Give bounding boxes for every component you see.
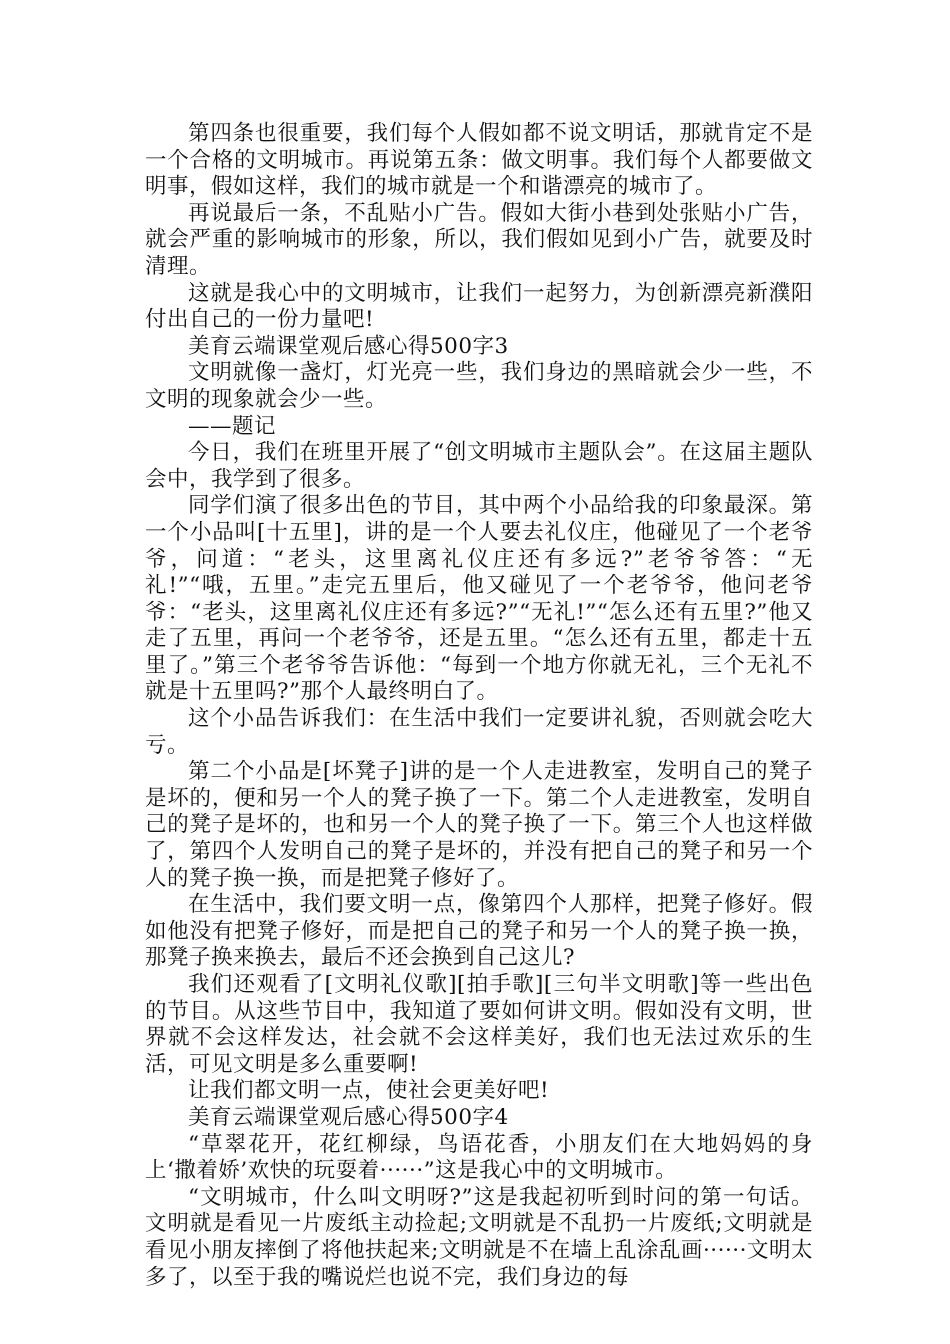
- paragraph-9: 在生活中，我们要文明一点，像第四个人那样，把凳子修好。假如他没有把凳子修好，而是把自己的凳子和另一个人的凳子换一换，那凳子换来换去，最后不还会换到自己这儿?: [145, 892, 813, 971]
- section-heading-4: 美育云端课堂观后感心得500字4: [188, 1104, 509, 1130]
- paragraph-10: 我们还观看了[文明礼仪歌][拍手歌][三句半文明歌]等一些出色的节目。从这些节目中，我知道了要如何讲文明。假如没有文明，世界就不会这样发达，社会就不会这样美好，我们也无法过欢乐的生活，可见文明是多么重要啊!: [145, 972, 813, 1077]
- paragraph-11: 让我们都文明一点，使社会更美好吧!: [188, 1078, 550, 1104]
- paragraph-7: 这个小品告诉我们：在生活中我们一定要讲礼貌，否则就会吃大亏。: [145, 706, 813, 758]
- paragraph-1: 第四条也很重要，我们每个人假如都不说文明话，那就肯定不是一个合格的文明城市。再说第五条：做文明事。我们每个人都要做文明事，假如这样，我们的城市就是一个和谐漂亮的城市了。: [145, 121, 813, 200]
- paragraph-5: 今日，我们在班里开展了“创文明城市主题队会”。在这届主题队会中，我学到了很多。: [145, 440, 813, 492]
- paragraph-4: 文明就像一盏灯，灯光亮一些，我们身边的黑暗就会少一些，不文明的现象就会少一些。: [145, 360, 813, 412]
- document-body: [145, 121, 813, 1291]
- paragraph-12: “草翠花开，花红柳绿，鸟语花香，小朋友们在大地妈妈的身上‘撒着娇’欢快的玩耍着······”这是我心中的文明城市。: [145, 1131, 813, 1184]
- paragraph-2: 再说最后一条，不乱贴小广告。假如大街小巷到处张贴小广告，就会严重的影响城市的形象，所以，我们假如见到小广告，就要及时清理。: [145, 200, 813, 279]
- paragraph-6: 同学们演了很多出色的节目，其中两个小品给我的印象最深。第一个小品叫[十五里]，讲的是一个人要去礼仪庄，他碰见了一个老爷爷，问道：“老头，这里离礼仪庄还有多远?”老爷爷答：“无礼!”“哦，五里。”走完五里后，他又碰见了一个老爷爷，他问老爷爷：“老头，这里离礼仪庄还有多远?”“无礼!”“怎么还有五里?”他又走了五里，再问一个老爷爷，还是五里。“怎么还有五里，都走十五里了。”第三个老爷爷告诉他：“每到一个地方你就无礼，三个无礼不就是十五里吗?”那个人最终明白了。: [145, 493, 813, 705]
- paragraph-3: 这就是我心中的文明城市，让我们一起努力，为创新漂亮新濮阳付出自己的一份力量吧!: [145, 280, 813, 333]
- paragraph-13: “文明城市，什么叫文明呀?”这是我起初听到时问的第一句话。文明就是看见一片废纸主动捡起;文明就是不乱扔一片废纸;文明就是看见小朋友摔倒了将他扶起来;文明就是不在墙上乱涂乱画······文明太多了，以至于我的嘴说烂也说不完，我们身边的每: [145, 1184, 813, 1290]
- paragraph-8: 第二个小品是[坏凳子]讲的是一个人走进教室，发明自己的凳子是坏的，便和另一个人的凳子换了一下。第二个人走进教室，发明自己的凳子是坏的，也和另一个人的凳子换了一下。第三个人也这样做了，第四个人发明自己的凳子是坏的，并没有把自己的凳子和另一个人的凳子换一换，而是把凳子修好了。: [145, 759, 813, 891]
- section-heading-3: 美育云端课堂观后感心得500字3: [188, 333, 509, 359]
- epigraph-note: ——题记: [188, 413, 277, 439]
